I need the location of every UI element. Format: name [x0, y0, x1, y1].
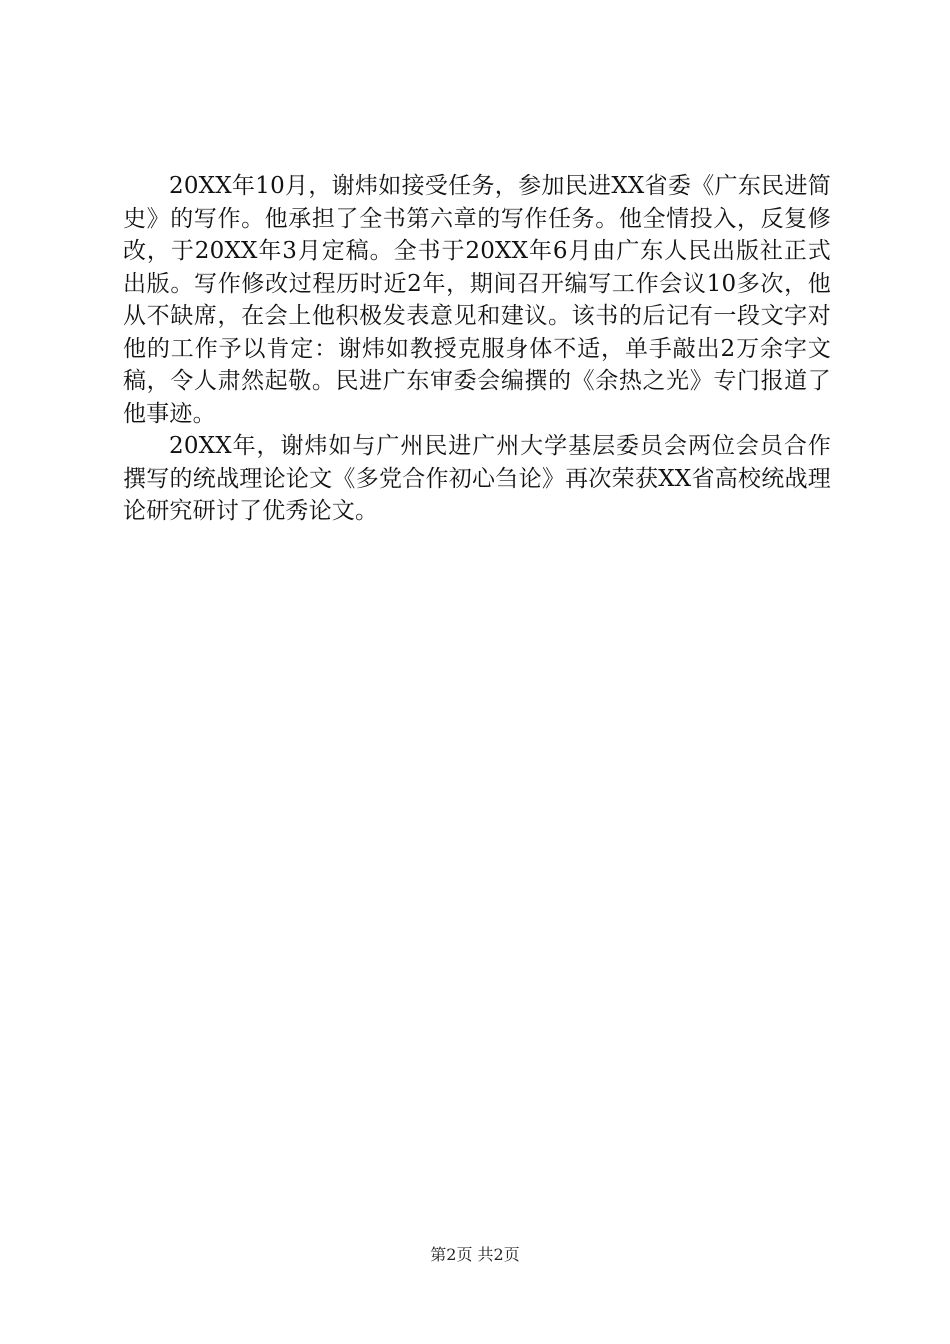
document-body [123, 170, 831, 528]
paragraph-1: 20XX年10月，谢炜如接受任务，参加民进XX省委《广东民进简史》的写作。他承担了全书第六章的写作任务。他全情投入，反复修改，于20XX年3月定稿。全书于20XX年6月由广东人民出版社正式出版。写作修改过程历时近2年，期间召开编写工作会议10多次，他从不缺席，在会上他积极发表意见和建议。该书的后记有一段文字对他的工作予以肯定：谢炜如教授克服身体不适，单手敲出2万余字文稿，令人肃然起敬。民进广东审委会编撰的《余热之光》专门报道了他事迹。 [123, 173, 831, 427]
paragraph-2: 20XX年，谢炜如与广州民进广州大学基层委员会两位会员合作撰写的统战理论论文《多党合作初心刍论》再次荣获XX省高校统战理论研究研讨了优秀论文。 [123, 433, 831, 524]
page-footer: 第2页 共2页 [430, 1245, 520, 1264]
